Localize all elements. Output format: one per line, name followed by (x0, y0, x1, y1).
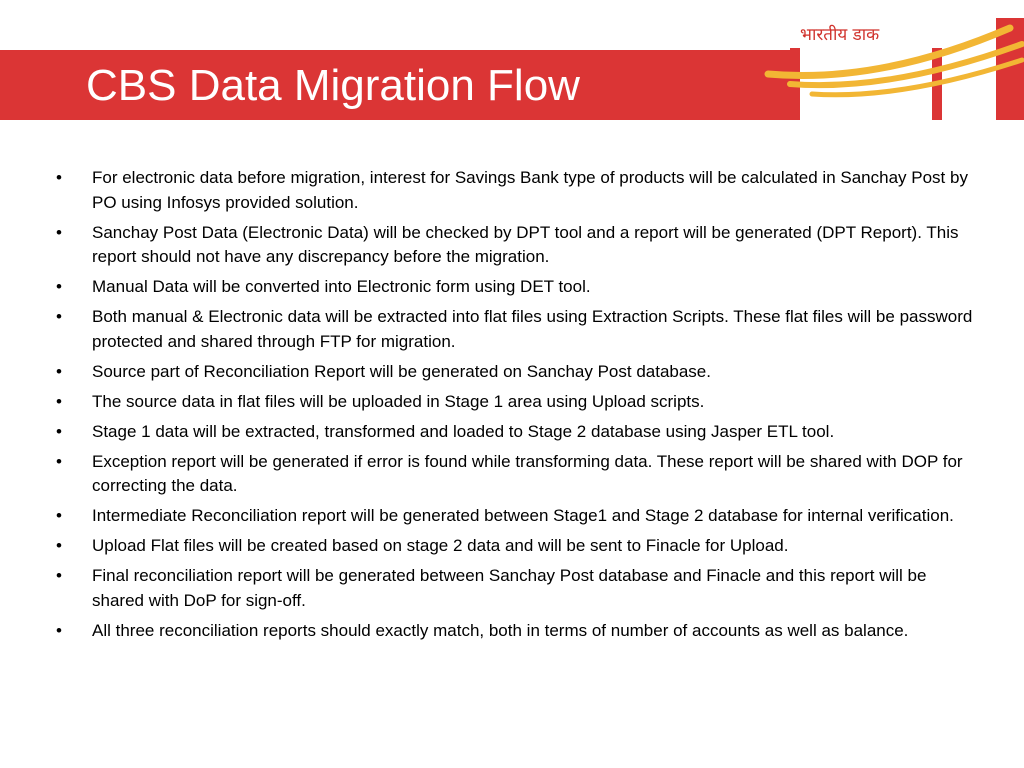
bullet-text: Sanchay Post Data (Electronic Data) will be checked by DPT tool and a report will be generated (DPT Report). This report should not have any discrepancy before the migration. (92, 222, 959, 266)
bullet-dot: • (56, 307, 62, 326)
logo-text: भारतीय डाक (800, 25, 880, 45)
bullet-item (50, 221, 980, 270)
bullet-dot: • (56, 620, 62, 640)
bullet-item (50, 305, 980, 354)
bullet-item (50, 504, 980, 529)
bullet-dot: • (56, 451, 62, 471)
bullet-dot: • (56, 536, 62, 555)
bullet-text: Manual Data will be converted into Electronic form using DET tool. (92, 277, 591, 296)
bullet-item (50, 534, 980, 559)
bullet-text: Final reconciliation report will be generated between Sanchay Post database and Finacle and this report will be shared with DoP for sign-off. (92, 566, 927, 610)
bullet-list (50, 166, 980, 649)
bullet-text: For electronic data before migration, interest for Savings Bank type of products will be calculated in Sanchay Post by PO using Infosys provided solution. (92, 168, 968, 212)
bullet-item (50, 564, 980, 613)
bullet-dot: • (56, 361, 62, 381)
bullet-dot: • (56, 391, 62, 411)
bullet-dot: • (56, 506, 62, 525)
bullet-text: Source part of Reconciliation Report will be generated on Sanchay Post database. (92, 361, 711, 381)
bullet-item (50, 390, 980, 415)
bullet-dot: • (56, 566, 62, 585)
bullet-item (50, 450, 980, 499)
bullet-item (50, 360, 980, 385)
bullet-item (50, 166, 980, 215)
bullet-dot: • (56, 222, 62, 242)
bullet-text: The source data in flat files will be uploaded in Stage 1 area using Upload scripts. (92, 391, 705, 411)
bullet-dot: • (56, 421, 62, 441)
bullet-text: Exception report will be generated if error is found while transforming data. These report will be shared with DOP for correcting the data. (92, 451, 963, 495)
bullet-dot: • (56, 277, 62, 296)
bullet-text: Both manual & Electronic data will be extracted into flat files using Extraction Scripts. These flat files will be password protected and shared through FTP for migration. (92, 307, 973, 351)
slide-title: CBS Data Migration Flow (86, 61, 580, 110)
bullet-dot: • (56, 168, 62, 187)
bullet-text: All three reconciliation reports should exactly match, both in terms of number of accounts as well as balance. (92, 620, 909, 640)
bullet-item (50, 619, 980, 644)
bullet-text: Stage 1 data will be extracted, transformed and loaded to Stage 2 database using Jasper ETL tool. (92, 421, 835, 441)
bullet-text: Intermediate Reconciliation report will be generated between Stage1 and Stage 2 database for internal verification. (92, 506, 954, 525)
bullet-item (50, 275, 980, 300)
bullet-text: Upload Flat files will be created based on stage 2 data and will be sent to Finacle for Upload. (92, 536, 789, 555)
bullet-item (50, 420, 980, 445)
